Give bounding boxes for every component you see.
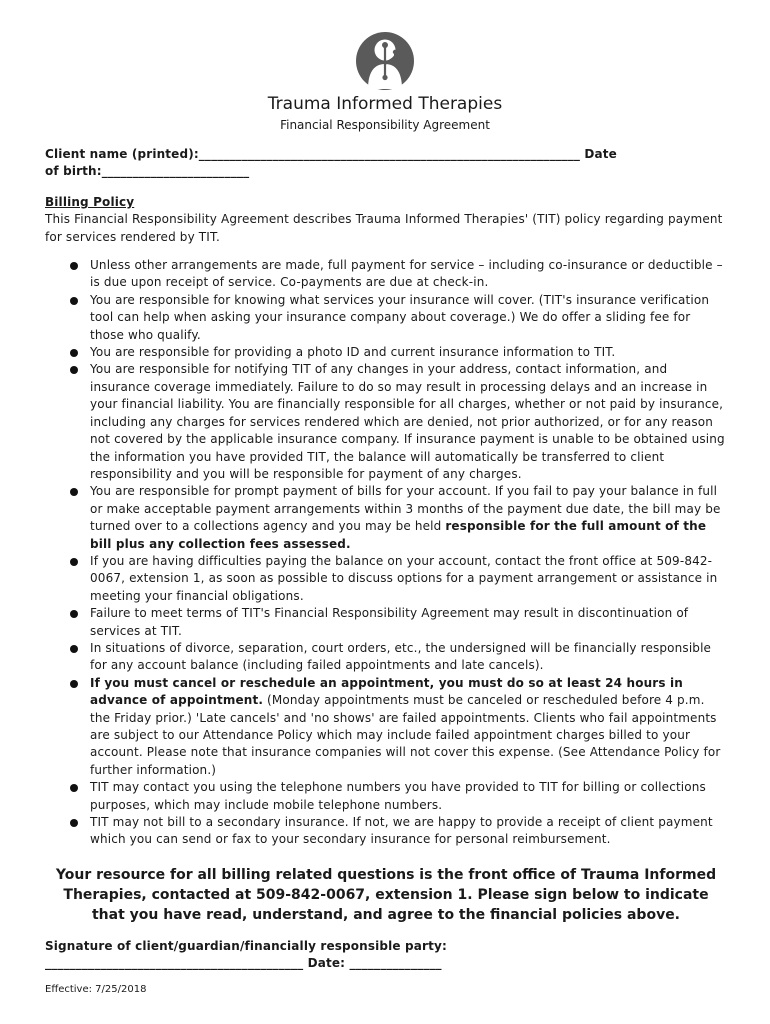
- client-name-dob-field[interactable]: [45, 146, 727, 181]
- organization-title: Trauma Informed Therapies: [267, 94, 503, 114]
- signature-label: Signature of client/guardian/financially responsible party:: [45, 938, 447, 953]
- billing-policy-heading: Billing Policy: [45, 194, 135, 209]
- policy-list: [45, 257, 727, 849]
- effective-date: Effective: 7/25/2018: [45, 984, 147, 995]
- client-name-label: Client name (printed):______________________________________________________________ Date: [45, 147, 617, 161]
- policy-item: You are responsible for prompt payment of bills for your account. If you fail to pay your balance in full or make acceptable payment arrangements within 3 months of the payment due date, the bill may be turned over to a collections agency and you may be held responsible for the full amount of the bill plus any collection fees assessed.: [45, 483, 727, 553]
- policy-item: Unless other arrangements are made, full payment for service – including co-insurance or deductible – is due upon receipt of service. Co-payments are due at check-in.: [45, 257, 727, 292]
- policy-item: Failure to meet terms of TIT's Financial Responsibility Agreement may result in discontinuation of services at TIT.: [45, 605, 727, 640]
- policy-item: You are responsible for notifying TIT of any changes in your address, contact information, and insurance coverage immediately. Failure to do so may result in processing delays and an increase in your financial liability. You are financially responsible for all charges, whether or not paid by insurance, including any charges for services rendered which are denied, not prior authorized, or for any reason not covered by the applicable insurance company. If insurance payment is unable to be obtained using the information you have provided TIT, the balance will automatically be transferred to client responsibility and you will be responsible for payment of any charges.: [45, 361, 727, 483]
- document-title: Financial Responsibility Agreement: [280, 118, 490, 132]
- policy-item: If you are having difficulties paying the balance on your account, contact the front office at 509-842-0067, extension 1, as soon as possible to discuss options for a payment arrangement or assistance in meeting your financial obligations.: [45, 553, 727, 605]
- policy-item: TIT may contact you using the telephone numbers you have provided to TIT for billing or collections purposes, which may include mobile telephone numbers.: [45, 779, 727, 814]
- billing-intro: This Financial Responsibility Agreement describes Trauma Informed Therapies' (TIT) policy regarding payment for services rendered by TIT.: [45, 212, 723, 244]
- organization-logo: [355, 31, 415, 91]
- policy-item: You are responsible for knowing what services your insurance will cover. (TIT's insurance verification tool can help when asking your insurance company about coverage.) We do offer a sliding fee for those who qualify.: [45, 292, 727, 344]
- policy-item: If you must cancel or reschedule an appointment, you must do so at least 24 hours in advance of appointment. (Monday appointments must be canceled or rescheduled before 4 p.m. the Friday prior.) 'Late cancels' and 'no shows' are failed appointments. Clients who fail appointments are subject to our Attendance Policy which may include failed appointment charges billed to your account. Please note that insurance companies will not cover this expense. (See Attendance Policy for further information.): [45, 675, 727, 779]
- policy-item: In situations of divorce, separation, court orders, etc., the undersigned will be financially responsible for any account balance (including failed appointments and late cancels).: [45, 640, 727, 675]
- date-of-birth-label: of birth:________________________: [45, 164, 250, 179]
- agreement-body: [45, 146, 727, 973]
- billing-contact-notice: Your resource for all billing related questions is the front office of Trauma Informed Therapies, contacted at 509-842-0067, extension 1. Please sign below to indicate that you have read, understand, and agree to the financial policies above.: [55, 866, 717, 923]
- policy-item: TIT may not bill to a secondary insurance. If not, we are happy to provide a receipt of client payment which you can send or fax to your secondary insurance for personal reimbursement.: [45, 814, 727, 849]
- signature-section[interactable]: [45, 938, 727, 973]
- policy-item: You are responsible for providing a photo ID and current insurance information to TIT.: [45, 344, 727, 361]
- signature-date-line[interactable]: __________________________________________ Date: _______________: [45, 956, 442, 971]
